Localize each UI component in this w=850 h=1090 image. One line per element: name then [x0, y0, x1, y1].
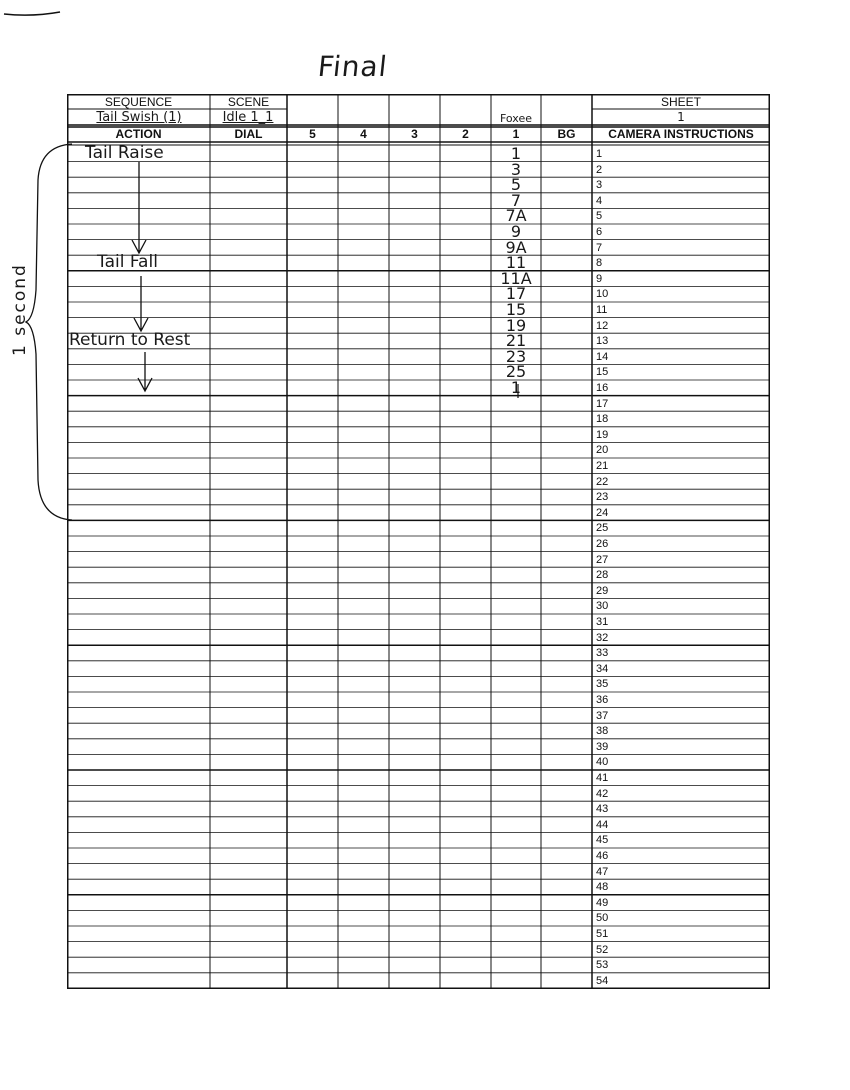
- drawing-number: 7: [510, 190, 522, 210]
- timing-note: [10, 263, 30, 366]
- arrow-down-icon: [133, 350, 157, 396]
- drawing-number: 11A: [500, 268, 532, 288]
- frame-number: 22: [596, 475, 609, 488]
- drawing-number: 1: [510, 378, 522, 397]
- frame-number: 9: [596, 272, 603, 285]
- frame-number: 19: [596, 428, 609, 441]
- frame-number: 35: [596, 678, 609, 691]
- scene-label: SCENE: [227, 95, 270, 109]
- frame-number: 38: [596, 725, 609, 738]
- frame-number: 7: [596, 241, 603, 254]
- drawing-number: 9: [510, 222, 522, 241]
- frame-number: 31: [596, 616, 609, 628]
- frame-number: 39: [596, 740, 609, 753]
- drawing-number: 17: [505, 284, 527, 304]
- frame-number: 33: [596, 647, 609, 660]
- frame-number: 18: [596, 413, 609, 426]
- col-dial: DIAL: [234, 127, 263, 141]
- col-layer-1: 1: [512, 127, 520, 141]
- frame-number: 26: [596, 538, 609, 550]
- frame-number: 43: [596, 803, 609, 816]
- frame-number: 15: [596, 366, 609, 379]
- col-bg: BG: [557, 127, 576, 141]
- frame-number: 24: [596, 506, 609, 519]
- frame-number: 34: [596, 662, 609, 675]
- sequence-label: SEQUENCE: [104, 95, 173, 109]
- frame-number: 50: [596, 912, 609, 925]
- action-note: Tail Raise: [85, 143, 164, 163]
- frame-number: 37: [596, 709, 609, 722]
- col-action: ACTION: [115, 127, 162, 141]
- timing-note-text: 1 second: [10, 263, 30, 356]
- frame-number: 10: [596, 288, 609, 301]
- drawing-number: 11: [505, 253, 527, 273]
- action-note: Return to Rest: [69, 330, 191, 351]
- frame-number: 44: [596, 818, 609, 831]
- frame-number: 30: [596, 600, 609, 613]
- col-layer-5: 5: [309, 127, 316, 141]
- frame-number: 20: [596, 444, 609, 457]
- frame-number: 13: [596, 335, 609, 348]
- frame-number: 2: [596, 163, 603, 176]
- frame-number: 28: [596, 569, 609, 582]
- frame-number: 47: [596, 865, 609, 878]
- frame-number: 42: [596, 787, 609, 800]
- frame-number: 3: [596, 179, 603, 192]
- pen-mark: [2, 10, 62, 18]
- arrow-down-icon: [127, 160, 151, 258]
- sheet-grid: [67, 94, 770, 989]
- drawing-number: 15: [505, 300, 527, 319]
- drawing-number: 9A: [505, 237, 527, 257]
- frame-number: 17: [596, 397, 609, 410]
- col-camera-instructions: CAMERA INSTRUCTIONS: [608, 127, 754, 141]
- frame-number: 23: [596, 491, 609, 504]
- frame-number: 1: [596, 148, 603, 160]
- drawing-number: 1: [510, 144, 522, 163]
- frame-number: 25: [596, 522, 609, 535]
- hold-tick-icon: [513, 384, 523, 400]
- frame-number: 41: [596, 772, 609, 784]
- frame-number: 6: [596, 226, 603, 238]
- drawing-number: 25: [505, 362, 527, 382]
- frame-number: 48: [596, 881, 609, 894]
- frame-number: 4: [596, 194, 603, 207]
- frame-number: 16: [596, 382, 609, 394]
- drawing-number: 7A: [505, 206, 527, 226]
- drawing-number: 19: [505, 315, 527, 335]
- col-layer-4: 4: [360, 127, 367, 141]
- frame-number: 29: [596, 584, 609, 597]
- sheet-value: 1: [677, 110, 685, 124]
- frame-number: 27: [596, 553, 609, 566]
- frame-number: 5: [596, 210, 603, 223]
- frame-number: 11: [596, 304, 608, 316]
- action-note: Tail Fall: [97, 252, 158, 273]
- frame-number: 49: [596, 896, 609, 909]
- drawing-number: 5: [510, 175, 522, 195]
- frame-number: 53: [596, 959, 609, 972]
- layer1-name: Foxee: [499, 112, 533, 125]
- frame-number: 21: [596, 460, 609, 472]
- drawing-number: 23: [505, 346, 527, 366]
- frame-number: 51: [596, 928, 609, 940]
- frame-number: 40: [596, 756, 609, 769]
- drawing-number: 3: [510, 159, 522, 179]
- frame-number: 52: [596, 943, 609, 956]
- sequence-value: Tail Swish (1): [96, 110, 182, 125]
- sheet-label: SHEET: [660, 95, 701, 109]
- exposure-sheet: [67, 94, 770, 989]
- frame-number: 46: [596, 850, 609, 862]
- drawing-number: 21: [505, 331, 527, 351]
- frame-number: 12: [596, 319, 609, 332]
- frame-number: 36: [596, 694, 609, 706]
- frame-number: 14: [596, 350, 609, 363]
- scene-value: Idle 1_1: [222, 110, 274, 125]
- col-layer-3: 3: [411, 127, 418, 141]
- page-title: Final: [316, 50, 390, 83]
- frame-number: 54: [596, 974, 609, 987]
- frame-number: 8: [596, 257, 603, 270]
- frame-number: 32: [596, 631, 609, 644]
- arrow-down-icon: [129, 274, 153, 336]
- frame-number: 45: [596, 834, 609, 847]
- col-layer-2: 2: [462, 127, 469, 141]
